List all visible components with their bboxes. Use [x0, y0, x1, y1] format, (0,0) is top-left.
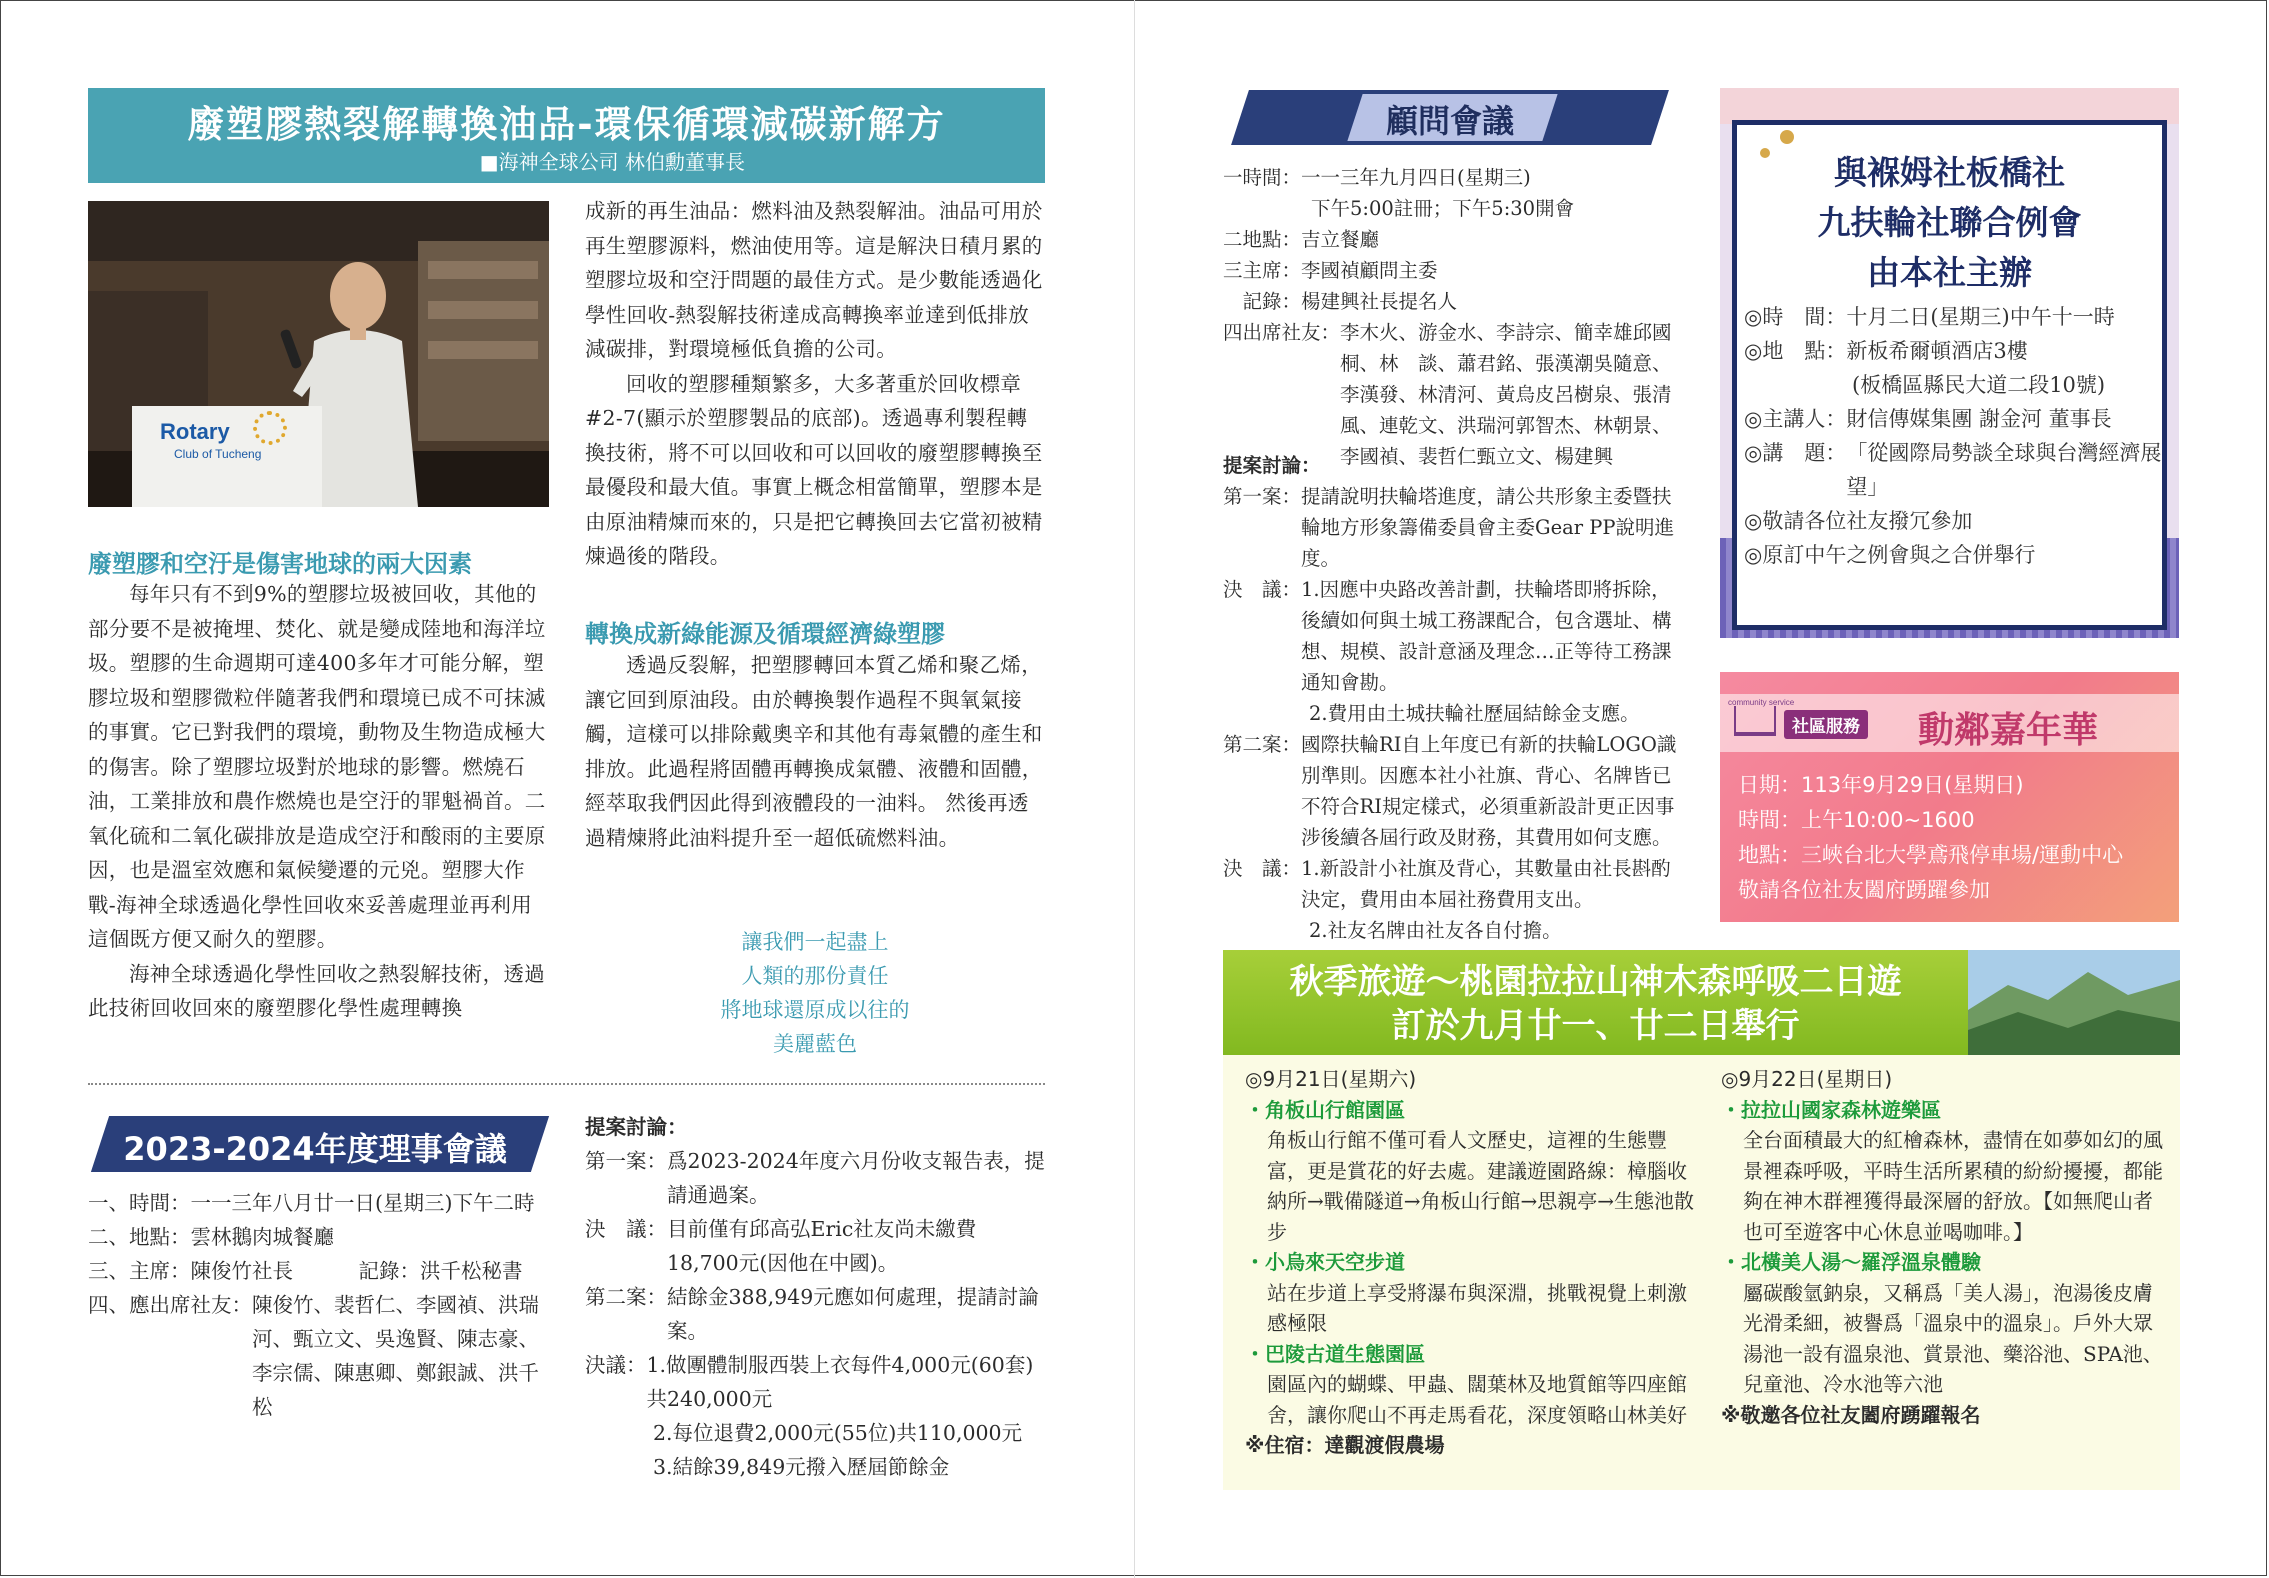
- joint-row: [1744, 300, 2164, 334]
- row-value: 新板希爾頓酒店3樓: [1846, 339, 2028, 363]
- article-paragraph: 成新的再生油品：燃料油及熱裂解油。油品可用於再生塑膠源料，燃油使用等。這是解決日積月累的塑膠垃圾和空汙問題的最佳方式。是少數能透過化學性回收-熱裂解技術達成高轉換率並達到低排放減碳排，對環境極低負擔的公司。: [585, 199, 1043, 361]
- mountain-illustration: [1968, 950, 2180, 1055]
- community-service-icon: [1734, 706, 1776, 736]
- row-value: 洪千松秘書: [420, 1259, 523, 1283]
- day-date: ◎9月22日(星期日): [1721, 1067, 1893, 1091]
- spot-desc: 屬碳酸氫鈉泉，又稱爲「美人湯」，泡湯後皮膚光滑柔細，被譽爲「溫泉中的溫泉」。戶外大眾湯池一設有溫泉池、賞景池、藥浴池、SPA池、兒童池、冷水池等六池: [1743, 1280, 2163, 1396]
- row-key: 三主席：: [1223, 259, 1302, 282]
- advisory-row: [1223, 193, 1683, 224]
- board-meeting-row: [88, 1186, 558, 1220]
- trip-day2: [1721, 1064, 2171, 1430]
- proposal-key: 決 議：: [1223, 857, 1302, 880]
- row-value: 一一三年八月廿一日(星期三)下午二時: [190, 1191, 535, 1215]
- rotary-sign-subtext: Club of Tucheng: [174, 447, 262, 461]
- trip-section: [1223, 950, 2180, 1490]
- section-divider: [88, 1083, 1045, 1085]
- board-meeting-title: 2023-2024年度理事會議: [123, 1130, 507, 1168]
- advisory-proposals: [1223, 450, 1687, 946]
- article-left-column: [88, 577, 550, 1026]
- joint-row: [1744, 368, 2164, 402]
- row-value: 財信傳媒集團 謝金河 董事長: [1846, 407, 2112, 431]
- proposal-value: 結餘金388,949元應如何處理，提請討論案。: [667, 1285, 1039, 1343]
- proposal-extra: 2.每位退費2,000元(55位)共110,000元: [653, 1421, 1023, 1445]
- row-value: 十月二日(星期三)中午十一時: [1846, 305, 2115, 329]
- event-row: 時間：上午10:00~1600: [1738, 808, 1975, 832]
- spot-name: ・小烏來天空步道: [1245, 1250, 1405, 1274]
- proposal-value: 目前僅有邱高弘Eric社友尚未繳費18,700元(因他在中國)。: [667, 1217, 977, 1275]
- title-line: 九扶輪社聯合例會: [1817, 203, 2082, 242]
- speaker-photo-illustration: [88, 201, 549, 507]
- advisory-row: [1223, 162, 1683, 193]
- row-key: 二、地點：: [88, 1225, 191, 1249]
- card-top-stripe: [1720, 88, 2179, 124]
- joint-meeting-details: [1744, 300, 2164, 572]
- proposal-value: 提請說明扶輪塔進度，請公共形象主委暨扶輪地方形象籌備委員會主委Gear PP說明進度。: [1301, 485, 1675, 570]
- spot-desc: 角板山行館不僅可看人文歷史，這裡的生態豐富，更是賞花的好去處。建議遊園路線：樟腦收納所→戰備隧道→角板山行館→思親亭→生態池散步: [1267, 1128, 1695, 1244]
- row-value: 「從國際局勢談全球與台灣經濟展望」: [1846, 441, 2162, 499]
- board-meeting-row: [88, 1220, 558, 1254]
- advisory-row: [1223, 255, 1683, 286]
- community-event-card: [1720, 672, 2179, 922]
- row-key: 四、應出席社友：: [88, 1293, 252, 1317]
- proposal-item: [585, 1212, 1045, 1280]
- speaker-photo: [88, 201, 549, 507]
- article-byline: ■海神全球公司 林伯勳董事長: [479, 150, 745, 174]
- proposal-item: [1223, 698, 1687, 729]
- proposal-item: [1223, 574, 1687, 698]
- article-paragraph: 透過反裂解，把塑膠轉回本質乙烯和聚乙烯，讓它回到原油段。由於轉換製作過程不與氧氣接觸，這樣可以排除戴奧辛和其他有毒氣體的產生和排放。此過程將固體再轉換成氣體、液體和固體，經萃取我們因此得到液體段的一油料。 然後再透過精煉將此油料提升至一超低硫燃料油。: [585, 653, 1043, 850]
- article-paragraph: 海神全球透過化學性回收之熱裂解技術，透過此技術回收回來的廢塑膠化學性處理轉換: [88, 961, 545, 1020]
- section-heading-2: 轉換成新綠能源及循環經濟綠塑膠: [585, 620, 945, 648]
- community-badge-en: community service: [1728, 698, 1795, 707]
- rotary-wheel-icon: [253, 411, 287, 445]
- proposal-value: 爲2023-2024年度六月份收支報告表，提請通過案。: [667, 1149, 1045, 1207]
- slogan-block: [585, 925, 1045, 1061]
- joint-row: [1744, 436, 2164, 504]
- spot-desc: 站在步道上享受將瀑布與深淵，挑戰視覺上刺激感極限: [1267, 1280, 1687, 1335]
- row-value: 吉立餐廳: [1301, 228, 1380, 251]
- spot-name: ・拉拉山國家森林遊樂區: [1721, 1097, 1941, 1122]
- advisory-row: [1223, 224, 1683, 255]
- board-meeting-row: [88, 1254, 558, 1288]
- proposal-item: [1223, 853, 1687, 915]
- proposal-extra: 3.結餘39,849元撥入歷屆節餘金: [653, 1455, 950, 1479]
- slogan-line: 讓我們一起盡上: [741, 930, 889, 954]
- event-row: 地點：三峽台北大學鳶飛停車場/運動中心: [1738, 843, 2124, 867]
- trip-title-line: 秋季旅遊～桃園拉拉山神木森呼吸二日遊: [1289, 962, 1902, 1002]
- proposal-item: [585, 1144, 1045, 1212]
- proposal-key: 決 議：: [585, 1217, 667, 1241]
- section-heading-1: 廢塑膠和空汙是傷害地球的兩大因素: [88, 550, 472, 578]
- trip-day1: [1245, 1064, 1695, 1461]
- proposal-value: 2.社友名牌由社友各自付擔。: [1309, 919, 1562, 942]
- proposal-item: [1223, 729, 1687, 853]
- stay-note: ※住宿：達觀渡假農場: [1245, 1433, 1445, 1457]
- event-row: 日期：113年9月29日(星期日): [1738, 773, 2024, 797]
- article-paragraph: 每年只有不到9%的塑膠垃圾被回收，其他的部分要不是被掩埋、焚化、就是變成陸地和海洋垃圾。塑膠的生命週期可達400多年才可能分解，塑膠垃圾和塑膠微粒伴隨著我們和環境已成不可抹滅的事實。它已對我們的環境，動物及生物造成極大的傷害。除了塑膠垃圾對於地球的影響。燃燒石油，工業排放和農作燃燒也是空汙的罪魁禍首。二氧化硫和二氧化碳排放是造成空汙和酸雨的主要原因，也是溫室效應和氣候變遷的元兇。塑膠大作戰-海神全球透過化學性回收來妥善處理並再利用這個既方便又耐久的塑膠。: [88, 582, 546, 951]
- trip-note: ※敬邀各位社友闔府踴躍報名: [1721, 1402, 1981, 1427]
- row-value: 李木火、游金水、李詩宗、簡幸雄邱國桐、林 談、蕭君銘、張漢潮吳隨意、李漢發、林清河、黃烏皮呂樹泉、張清風、連乾文、洪瑞河郭智杰、林朝景、李國禎、裴哲仁甄立文、楊建興: [1340, 321, 1672, 468]
- row-value: 陳俊竹、裴哲仁、李國禎、洪瑞河、甄立文、吳逸賢、陳志豪、李宗儒、陳惠卿、鄭銀誠、洪千松: [252, 1293, 539, 1419]
- row-key: ◎: [1744, 543, 1763, 567]
- slogan-line: 將地球還原成以往的: [720, 998, 910, 1022]
- proposal-value: 1.做團體制服西裝上衣每件4,000元(60套)共240,000元: [646, 1353, 1034, 1411]
- proposal-item: [585, 1280, 1045, 1348]
- joint-row: [1744, 334, 2164, 368]
- spot-desc: 全台面積最大的紅檜森林，盡情在如夢如幻的風景裡森呼吸，平時生活所累積的紛紛擾擾，都能夠在神木群裡獲得最深層的舒放。【如無爬山者也可至遊客中心休息並喝咖啡。】: [1743, 1128, 2163, 1244]
- spot-name: ・北橫美人湯～羅浮溫泉體驗: [1721, 1250, 1981, 1274]
- slogan-line: 美麗藍色: [773, 1032, 857, 1056]
- row-key: 二地點：: [1223, 228, 1302, 251]
- event-details: [1738, 768, 2178, 908]
- advisory-details: [1223, 162, 1683, 472]
- row-key: 記錄：: [1223, 290, 1302, 313]
- board-meeting-details: [88, 1186, 558, 1424]
- proposals-label: 提案討論：: [585, 1115, 688, 1139]
- article-right-column: [585, 194, 1045, 574]
- mountain-photo: [1968, 950, 2180, 1055]
- row-key: ◎時 間：: [1744, 305, 1847, 329]
- joint-row: [1744, 504, 2164, 538]
- proposal-item: [1223, 481, 1687, 574]
- event-row: 敬請各位社友闔府踴躍參加: [1738, 878, 1990, 902]
- proposal-key: 決議：: [585, 1353, 647, 1377]
- proposal-key: 第一案：: [1223, 485, 1302, 508]
- joint-row: [1744, 402, 2164, 436]
- row-value: 楊建興社長提名人: [1301, 290, 1458, 313]
- trip-title-line: 訂於九月廿一、廿二日舉行: [1391, 1006, 1800, 1046]
- advisory-row: [1223, 317, 1683, 472]
- row-key: 一、時間：: [88, 1191, 191, 1215]
- title-line: 與褓姆社板橋社: [1834, 153, 2065, 192]
- community-badge: 社區服務: [1784, 710, 1868, 739]
- row-key: ◎: [1744, 509, 1763, 533]
- spot-name: ・角板山行館園區: [1245, 1097, 1405, 1122]
- board-meeting-proposals: [585, 1110, 1045, 1484]
- article-paragraph: 回收的塑膠種類繁多，大多著重於回收標章#2-7(顯示於塑膠製品的底部)。透過專利製程轉換技術，將不可以回收和可以回收的廢塑膠轉換至最優段和最大值。事實上概念相當簡單，塑膠本是由原油精煉而來的，只是把它轉換回去它當初被精煉過後的階段。: [585, 371, 1043, 568]
- proposal-item: [1223, 915, 1687, 946]
- row-key: ◎主講人：: [1744, 407, 1847, 431]
- row-value: 敬請各位社友撥冗參加: [1762, 509, 1973, 533]
- advisory-title: 顧問會議: [1385, 102, 1514, 140]
- joint-row: [1744, 538, 2164, 572]
- row-key: ◎講 題：: [1744, 441, 1847, 465]
- advisory-row: [1223, 286, 1683, 317]
- proposal-value: 1.新設計小社旗及背心，其數量由社長斟酌決定，費用由本屆社務費用支出。: [1301, 857, 1671, 911]
- row-key: ◎地 點：: [1744, 339, 1847, 363]
- proposal-value: 2.費用由土城扶輪社歷屆結餘金支應。: [1309, 702, 1640, 725]
- spot-desc: 園區內的蝴蝶、甲蟲、闊葉林及地質館等四座館舍，讓你爬山不再走馬看花，深度領略山林美好: [1267, 1372, 1687, 1427]
- row-value: (板橋區縣民大道二段10號): [1852, 373, 2106, 397]
- row-value: 雲林鵝肉城餐廳: [190, 1225, 334, 1249]
- proposal-key: 第一案：: [585, 1149, 667, 1173]
- row-key: 記錄：: [358, 1259, 420, 1283]
- row-value: 陳俊竹社長: [190, 1259, 293, 1283]
- title-line: 由本社主辦: [1867, 253, 2032, 292]
- proposal-value: 1.因應中央路改善計劃，扶輪塔即將拆除，後續如何與土城工務課配合，包含選址、構想、規模、設計意涵及理念…正等待工務課通知會勘。: [1301, 578, 1672, 694]
- joint-meeting-title: [1720, 148, 2179, 298]
- rotary-sign-text: Rotary: [160, 419, 230, 444]
- page-spine: [1134, 0, 1135, 1578]
- article-title: 廢塑膠熱裂解轉換油品-環保循環減碳新解方: [187, 103, 946, 146]
- proposal-value: 國際扶輪RI自上年度已有新的扶輪LOGO識別準則。因應本社小社旗、背心、名牌皆已不符合RI規定樣式，必須重新設計更正因事涉後續各屆行政及財務，其費用如何支應。: [1301, 733, 1677, 849]
- spot-name: ・巴陵古道生態園區: [1245, 1341, 1425, 1366]
- article-title-banner: [88, 88, 1045, 183]
- row-key: 四出席社友：: [1223, 321, 1341, 344]
- row-value: 李國禎顧問主委: [1301, 259, 1438, 282]
- slogan-line: 人類的那份責任: [741, 964, 889, 988]
- board-meeting-row: [88, 1288, 558, 1424]
- row-value: 下午5:00註冊；下午5:30開會: [1311, 197, 1575, 220]
- proposal-key: 第二案：: [1223, 733, 1302, 756]
- proposal-item: [585, 1348, 1045, 1416]
- row-value: 一一三年九月四日(星期三): [1301, 166, 1531, 189]
- gold-dot-icon: [1780, 130, 1794, 144]
- row-key: 一時間：: [1223, 166, 1302, 189]
- event-title: 動鄰嘉年華: [1918, 710, 2099, 751]
- proposal-key: 第二案：: [585, 1285, 667, 1309]
- day-date: ◎9月21日(星期六): [1245, 1067, 1417, 1091]
- row-value: 原訂中午之例會與之合併舉行: [1762, 543, 2036, 567]
- row-key: 三、主席：: [88, 1259, 191, 1283]
- article-right-column-2: [585, 648, 1045, 855]
- joint-meeting-card: [1720, 88, 2179, 638]
- proposals-label: 提案討論：: [1223, 454, 1321, 477]
- proposal-key: 決 議：: [1223, 578, 1302, 601]
- trip-title: [1223, 960, 1968, 1048]
